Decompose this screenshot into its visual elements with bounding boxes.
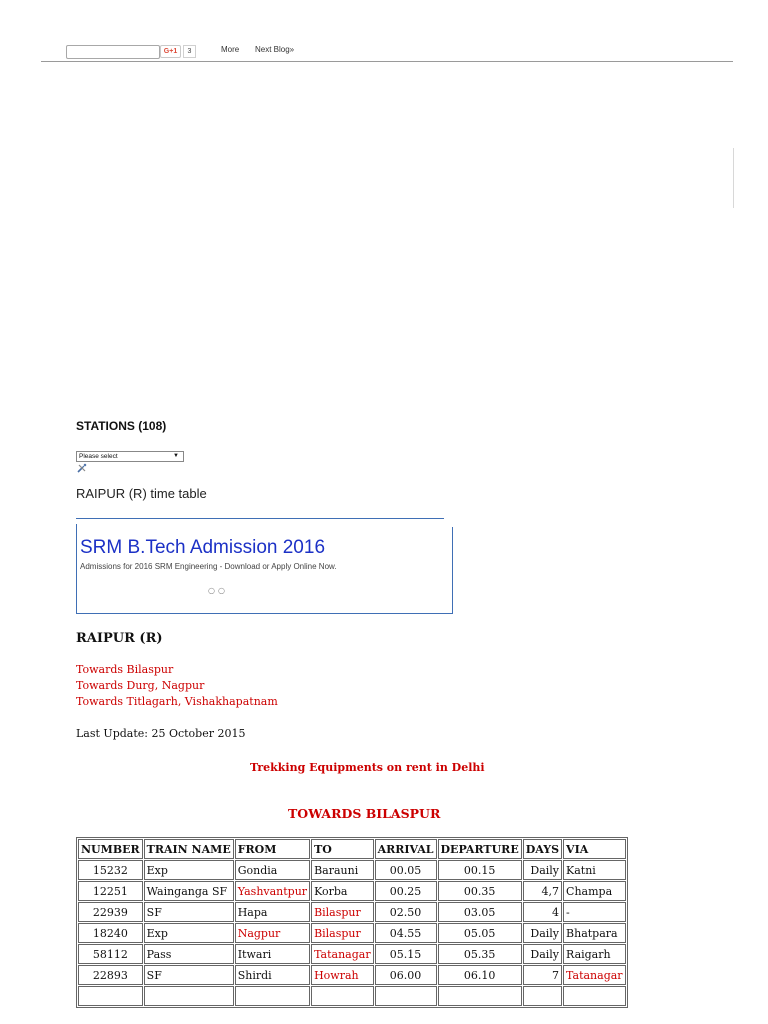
cell-departure: 05.35 xyxy=(438,944,522,964)
cell-number: 22893 xyxy=(78,965,143,985)
header-days: DAYS xyxy=(523,839,562,859)
cell-from xyxy=(235,986,310,1006)
cell-days: 4 xyxy=(523,902,562,922)
cell-arrival xyxy=(375,986,437,1006)
timetable-container xyxy=(76,837,642,1024)
cell-to xyxy=(311,986,374,1006)
ad-border-right xyxy=(452,527,453,614)
ad-banner[interactable] xyxy=(76,518,453,614)
cell-arrival: 00.05 xyxy=(375,860,437,880)
cell-via: Katni xyxy=(563,860,626,880)
header-via: VIA xyxy=(563,839,626,859)
cell-to[interactable]: Tatanagar xyxy=(311,944,374,964)
cell-to[interactable]: Howrah xyxy=(311,965,374,985)
direction-link-titlagarh[interactable]: Towards Titlagarh, Vishakhapatnam xyxy=(76,695,278,708)
cell-name: Exp xyxy=(144,860,234,880)
cell-name: SF xyxy=(144,902,234,922)
dropdown-arrow-icon: ▼ xyxy=(173,453,179,459)
table-row xyxy=(78,902,626,922)
sidebar-divider xyxy=(733,148,734,208)
cell-via[interactable]: Tatanagar xyxy=(563,965,626,985)
cell-days: 4,7 xyxy=(523,881,562,901)
cell-days: Daily xyxy=(523,944,562,964)
trekking-ad-link[interactable]: Trekking Equipments on rent in Delhi xyxy=(250,761,485,774)
cell-days xyxy=(523,986,562,1006)
cell-departure: 00.35 xyxy=(438,881,522,901)
cell-departure: 05.05 xyxy=(438,923,522,943)
direction-link-durg-nagpur[interactable]: Towards Durg, Nagpur xyxy=(76,679,205,692)
cell-arrival: 04.55 xyxy=(375,923,437,943)
cell-arrival: 05.15 xyxy=(375,944,437,964)
cell-to[interactable]: Bilaspur xyxy=(311,902,374,922)
last-update: Last Update: 25 October 2015 xyxy=(76,727,246,740)
cell-to: Korba xyxy=(311,881,374,901)
cell-name xyxy=(144,986,234,1006)
more-link[interactable]: More xyxy=(221,45,240,54)
cell-arrival: 02.50 xyxy=(375,902,437,922)
ad-title[interactable]: SRM B.Tech Admission 2016 xyxy=(80,537,326,558)
direction-link-bilaspur[interactable]: Towards Bilaspur xyxy=(76,663,174,676)
ad-border-top xyxy=(76,518,444,519)
cell-from[interactable]: Yashvantpur xyxy=(235,881,310,901)
timetable xyxy=(76,837,628,1008)
cell-number: 58112 xyxy=(78,944,143,964)
cell-via: Bhatpara xyxy=(563,923,626,943)
cell-from: Hapa xyxy=(235,902,310,922)
cell-name: Exp xyxy=(144,923,234,943)
tools-icon[interactable] xyxy=(76,462,88,474)
cell-from[interactable]: Nagpur xyxy=(235,923,310,943)
station-select-value: Please select xyxy=(79,453,118,460)
ad-border-left xyxy=(76,524,77,614)
cell-departure: 00.15 xyxy=(438,860,522,880)
cell-name: Pass xyxy=(144,944,234,964)
cell-days: 7 xyxy=(523,965,562,985)
header-to: TO xyxy=(311,839,374,859)
cell-number: 22939 xyxy=(78,902,143,922)
cell-departure: 03.05 xyxy=(438,902,522,922)
navbar-search-input[interactable] xyxy=(66,45,160,59)
cell-arrival: 00.25 xyxy=(375,881,437,901)
cell-departure: 06.10 xyxy=(438,965,522,985)
table-row xyxy=(78,860,626,880)
google-plus-count: 3 xyxy=(183,45,196,58)
section-title: TOWARDS BILASPUR xyxy=(288,806,441,821)
table-row xyxy=(78,923,626,943)
cell-via: Champa xyxy=(563,881,626,901)
table-body xyxy=(78,860,626,1006)
station-name: RAIPUR (R) xyxy=(76,631,163,646)
timetable-heading: RAIPUR (R) time table xyxy=(76,486,207,501)
cell-number: 18240 xyxy=(78,923,143,943)
header-train-name: TRAIN NAME xyxy=(144,839,234,859)
next-blog-link[interactable]: Next Blog» xyxy=(255,45,295,54)
cell-name: SF xyxy=(144,965,234,985)
table-row xyxy=(78,986,626,1006)
cell-via: Raigarh xyxy=(563,944,626,964)
cell-via xyxy=(563,986,626,1006)
ad-pagination-dots[interactable]: ○○ xyxy=(208,586,228,595)
direction-links xyxy=(76,662,278,710)
cell-days: Daily xyxy=(523,923,562,943)
cell-name: Wainganga SF xyxy=(144,881,234,901)
google-plus-button[interactable]: G+1 xyxy=(160,45,181,58)
cell-from: Gondia xyxy=(235,860,310,880)
table-row xyxy=(78,944,626,964)
ad-description: Admissions for 2016 SRM Engineering - Download or Apply Online Now. xyxy=(80,562,337,571)
cell-via: - xyxy=(563,902,626,922)
cell-number xyxy=(78,986,143,1006)
stations-heading: STATIONS (108) xyxy=(76,419,167,433)
cell-number: 15232 xyxy=(78,860,143,880)
cell-arrival: 06.00 xyxy=(375,965,437,985)
cell-days: Daily xyxy=(523,860,562,880)
header-arrival: ARRIVAL xyxy=(375,839,437,859)
cell-number: 12251 xyxy=(78,881,143,901)
header-departure: DEPARTURE xyxy=(438,839,522,859)
table-header-row xyxy=(78,839,626,859)
cell-to[interactable]: Bilaspur xyxy=(311,923,374,943)
cell-from: Shirdi xyxy=(235,965,310,985)
cell-to: Barauni xyxy=(311,860,374,880)
blogger-navbar xyxy=(41,40,733,62)
ad-border-bottom xyxy=(76,613,453,614)
cell-from: Itwari xyxy=(235,944,310,964)
table-row xyxy=(78,965,626,985)
header-from: FROM xyxy=(235,839,310,859)
cell-departure xyxy=(438,986,522,1006)
table-row xyxy=(78,881,626,901)
header-number: NUMBER xyxy=(78,839,143,859)
station-select[interactable] xyxy=(76,451,184,462)
